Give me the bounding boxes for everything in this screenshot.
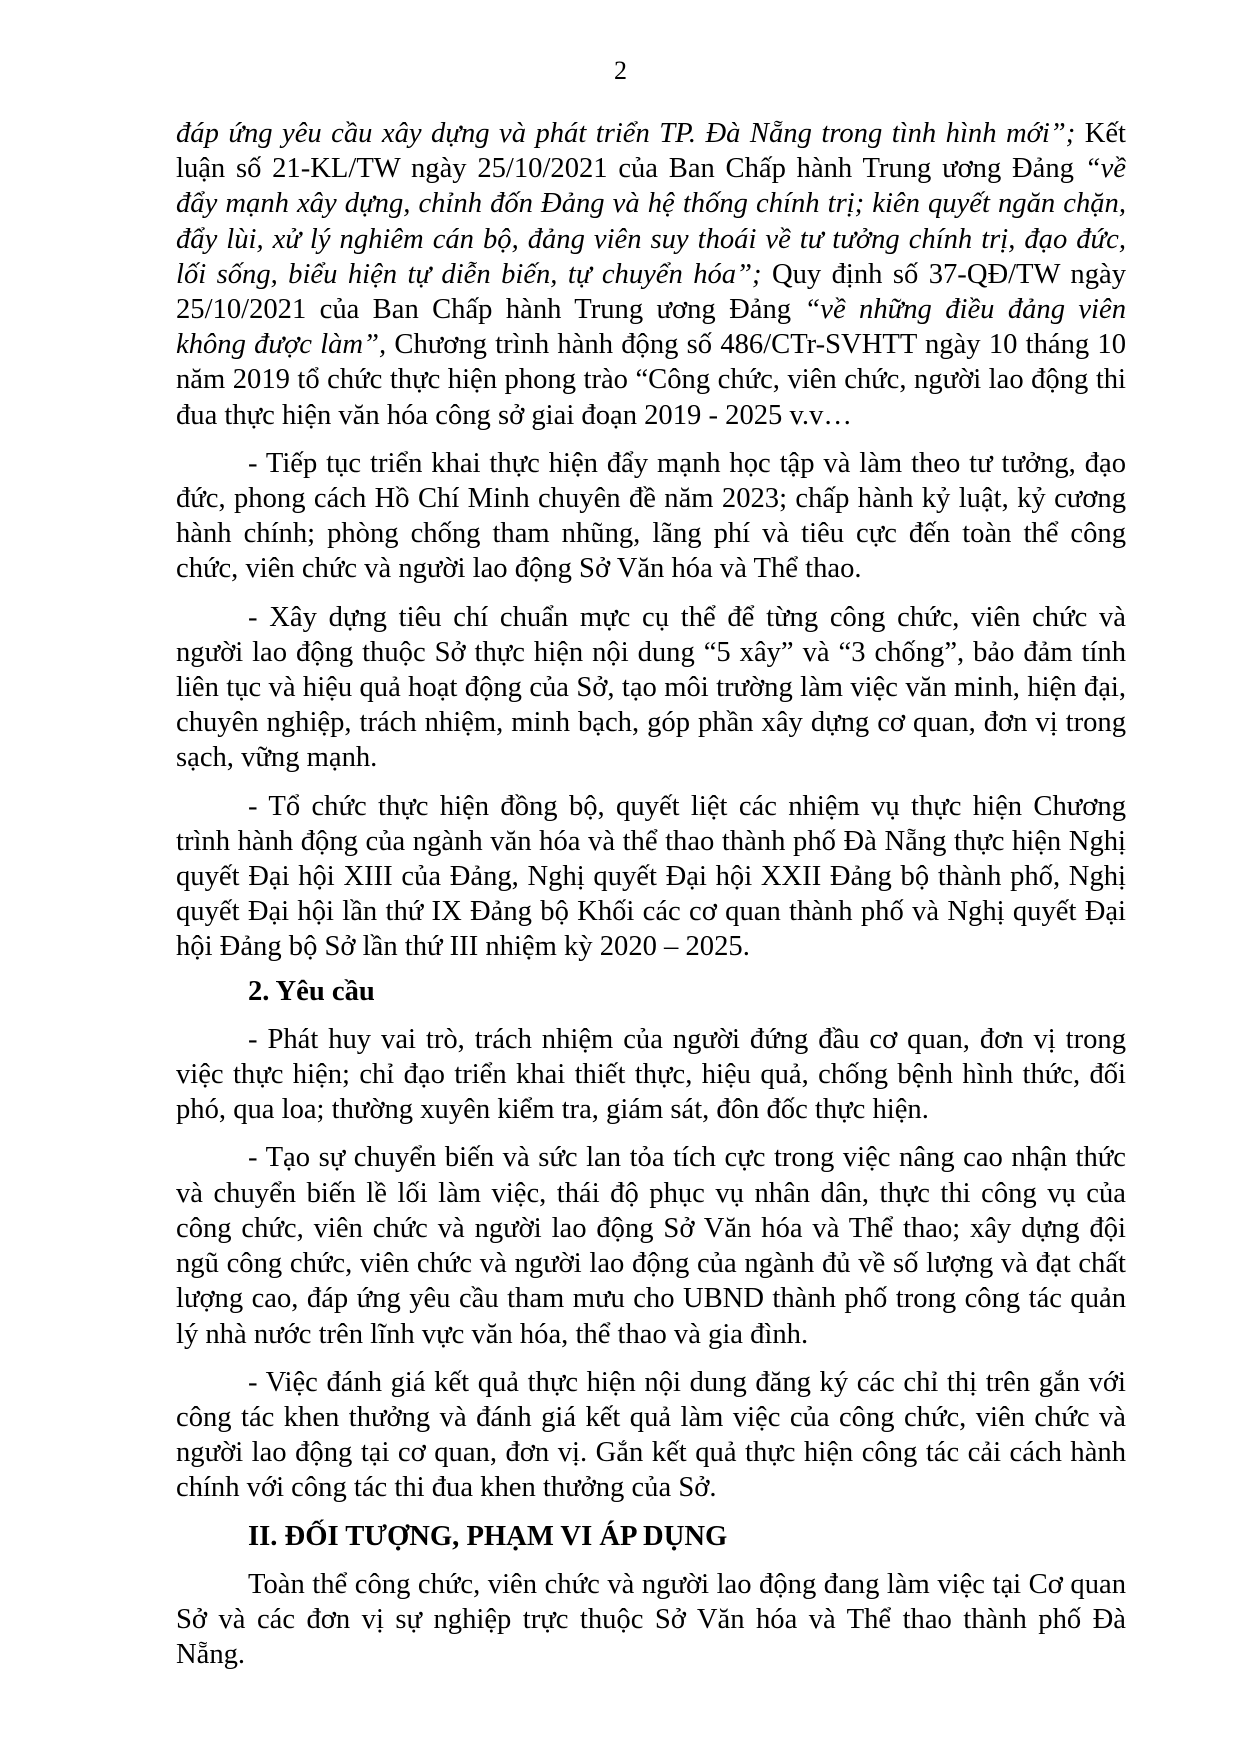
quote-prohibited-actions: “về những điều đảng viên không được làm”, [176,294,1126,361]
section-heading-scope: II. ĐỐI TƯỢNG, PHẠM VI ÁP DỤNG [248,1520,728,1552]
text-regulation-37: Quy định số 37-QĐ/TW ngày 25/10/2021 của Ban Chấp hành Trung ương Đảng [176,258,1126,326]
paragraph-standards-criteria: - Xây dựng tiêu chí chuẩn mực cụ thể để từng công chức, viên chức và người lao động thuộc Sở thực hiện nội dung “5 xây” và “3 chống”, bảo đảm tính liên tục và hiệu quả hoạt động của Sở, tạo môi trường làm việc văn minh, hiện đại, chuyên nghiệp, trách nhiệm, minh bạch, góp phần xây dựng cơ quan, đơn vị trong sạch, vững mạnh. [176,601,1126,774]
quote-party-rectification: “về đẩy mạnh xây dựng, chỉnh đốn Đảng và hệ thống chính trị; kiên quyết ngăn chặn, đẩy lùi, xử lý nghiêm cán bộ, đảng viên suy thoái về tư tưởng chính trị, đạo đức, lối sống, biểu hiện tự diễn biến, tự chuyển hóa”; [176,153,1126,290]
paragraph-scope-description: Toàn thể công chức, viên chức và người lao động đang làm việc tại Cơ quan Sở và các đơn vị sự nghiệp trực thuộc Sở Văn hóa và Thể thao thành phố Đà Nẵng. [176,1568,1126,1671]
paragraph-ho-chi-minh-study: - Tiếp tục triển khai thực hiện đẩy mạnh học tập và làm theo tư tưởng, đạo đức, phong cách Hồ Chí Minh chuyên đề năm 2023; chấp hành kỷ luật, kỷ cương hành chính; phòng chống tham nhũng, lãng phí và tiêu cực đến toàn thể công chức, viên chức và người lao động Sở Văn hóa và Thể thao. [176,447,1126,585]
text-conclusion-21: Kết luận số 21-KL/TW ngày 25/10/2021 của Ban Chấp hành Trung ương Đảng [176,118,1126,185]
paragraph-synchronized-implementation: - Tổ chức thực hiện đồng bộ, quyết liệt các nhiệm vụ thực hiện Chương trình hành động của ngành văn hóa và thể thao thành phố Đà Nẵng thực hiện Nghị quyết Đại hội XIII của Đảng, Nghị quyết Đại hội XXII Đảng bộ thành phố, Nghị quyết Đại hội lần thứ IX Đảng bộ Khối các cơ quan thành phố và Nghị quyết Đại hội Đảng bộ Sở lần thứ III nhiệm kỳ 2020 – 2025. [176,790,1126,963]
text-action-program-486: Chương trình hành động số 486/CTr-SVHTT ngày 10 tháng 10 năm 2019 tổ chức thực hiện phong trào “Công chức, viên chức, người lao động thi đua thực hiện văn hóa công sở giai đoạn 2019 - 2025 v.v… [176,329,1127,431]
paragraph-positive-change: - Tạo sự chuyển biến và sức lan tỏa tích cực trong việc nâng cao nhận thức và chuyển biến lề lối làm việc, thái độ phục vụ nhân dân, thực thi công vụ của công chức, viên chức và người lao động Sở Văn hóa và Thể thao; xây dựng đội ngũ công chức, viên chức và người lao động của ngành đủ về số lượng và đạt chất lượng cao, đáp ứng yêu cầu tham mưu cho UBND thành phố trong công tác quản lý nhà nước trên lĩnh vực văn hóa, thể thao và gia đình. [176,1142,1126,1350]
paragraph-leader-responsibility: - Phát huy vai trò, trách nhiệm của người đứng đầu cơ quan, đơn vị trong việc thực hiện; chỉ đạo triển khai thiết thực, hiệu quả, chống bệnh hình thức, đối phó, qua loa; thường xuyên kiểm tra, giám sát, đôn đốc thực hiện. [176,1023,1126,1126]
paragraph-legal-references [176,116,1126,433]
document-body [176,116,1126,1685]
section-heading-requirements: 2. Yêu cầu [248,975,375,1007]
page-number: 2 [614,56,627,85]
paragraph-evaluation: - Việc đánh giá kết quả thực hiện nội dung đăng ký các chỉ thị trên gắn với công tác khen thưởng và đánh giá kết quả làm việc của công chức, viên chức và người lao động tại cơ quan, đơn vị. Gắn kết quả thực hiện công tác cải cách hành chính với công tác thi đua khen thưởng của Sở. [176,1366,1126,1504]
quote-da-nang-development: đáp ứng yêu cầu xây dựng và phát triển TP. Đà Nẵng trong tình hình mới”; [176,118,1076,149]
